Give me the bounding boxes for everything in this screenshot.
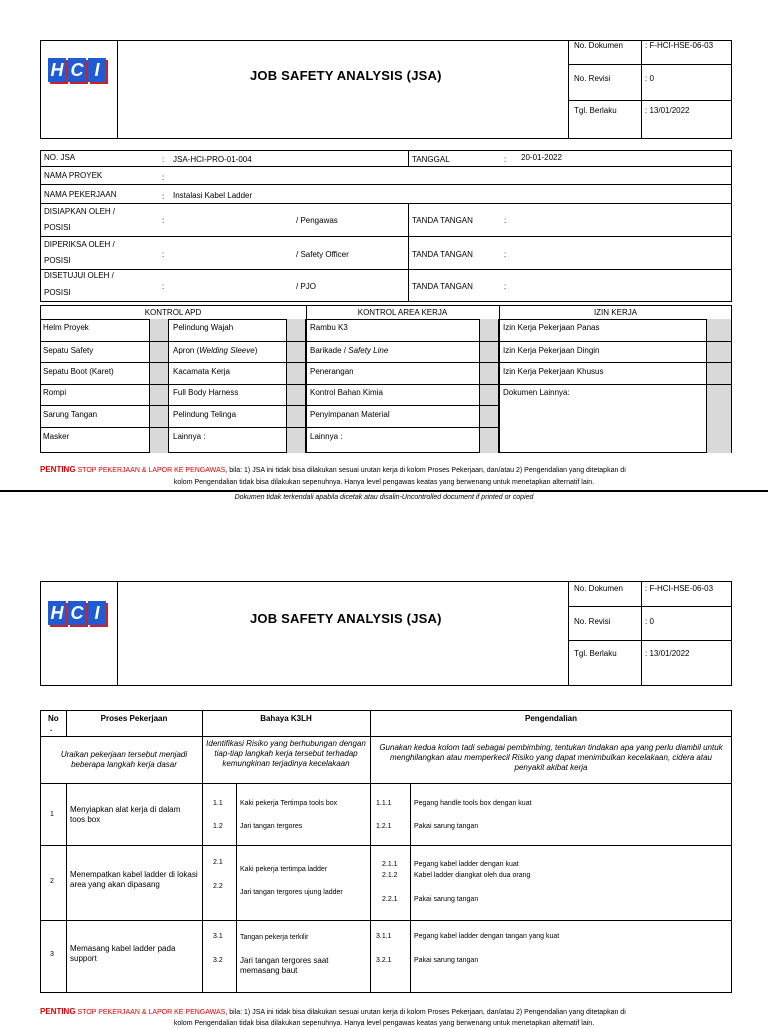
apd-item: Helm Proyek (43, 323, 89, 332)
apd-header: KONTROL APD (144, 308, 202, 317)
control-code: 3.2.1 (376, 957, 392, 964)
page-title: JOB SAFETY ANALYSIS (JSA) (250, 611, 442, 626)
ttd-label: TANDA TANGAN (412, 250, 473, 259)
hazard-code: 2.1 (213, 859, 223, 866)
diperiksa-role: / Safety Officer (296, 250, 349, 259)
control-code: 2.1.2 (382, 872, 398, 879)
date-label: Tgl. Berlaku (574, 106, 617, 115)
rev-label: No. Revisi (574, 74, 611, 83)
colon: : (162, 250, 165, 259)
izin-item: Izin Kerja Pekerjaan Khusus (503, 367, 604, 376)
area-item: Penyimpanan Material (310, 410, 390, 419)
diperiksa-label-2: POSISI (44, 256, 71, 265)
date-value: : 13/01/2022 (645, 649, 690, 658)
no-jsa-label: NO. JSA (44, 153, 76, 162)
hazard-code: 3.1 (213, 933, 223, 940)
control-code: 2.1.1 (382, 861, 398, 868)
doc-value: : F-HCI-HSE-06-03 (645, 584, 714, 593)
area-item: Kontrol Bahan Kimia (310, 388, 383, 397)
disiapkan-label-2: POSISI (44, 223, 71, 232)
col-no-header-dot: . (50, 724, 53, 733)
important-note-line2: kolom Pengendalian tidak bisa dilakukan sepenuhnya. Hanya level pengawas keatas yang berwenang untuk menetapkan alternatif lain. (173, 1020, 595, 1027)
control-text: Kabel ladder diangkat oleh dua orang (414, 872, 531, 879)
control-text: Pakai sarung tangan (414, 957, 479, 964)
apd-item: Sepatu Boot (Karet) (43, 367, 114, 376)
doc-label: No. Dokumen (574, 41, 623, 50)
izin-item: Dokumen Lainnya: (503, 388, 570, 397)
row-proses: Memasang kabel ladder pada support (70, 944, 176, 963)
apd-item: Rompi (43, 388, 67, 397)
doc-value: : F-HCI-HSE-06-03 (645, 41, 714, 50)
control-text: Pakai sarung tangan (414, 823, 479, 830)
date-value: : 13/01/2022 (645, 106, 690, 115)
hazard-code: 3.2 (213, 957, 223, 964)
tanggal-label: TANGGAL (412, 155, 450, 164)
colon: : (162, 192, 165, 201)
apd-item: Kacamata Kerja (173, 367, 230, 376)
apd-item: Masker (43, 432, 70, 441)
row-proses: Menempatkan kabel ladder di lokasi area yang akan dipasang (70, 870, 198, 889)
date-label: Tgl. Berlaku (574, 649, 617, 658)
apd-item: Pelindung Wajah (173, 323, 234, 332)
apd-item: Apron (Welding Sleeve) (173, 346, 258, 355)
disetujui-role: / PJO (296, 282, 317, 291)
izin-header: IZIN KERJA (593, 308, 638, 317)
hazard-code: 2.2 (213, 883, 223, 890)
control-text: Pegang kabel ladder dengan tangan yang kuat (414, 933, 560, 940)
hazard-text: Tangan pekerja terkilir (240, 934, 309, 941)
colon: : (162, 282, 165, 291)
col-no-header: No (48, 714, 59, 723)
area-header: KONTROL AREA KERJA (357, 308, 448, 317)
control-text: Pakai sarung tangan (414, 896, 479, 903)
control-code: 1.1.1 (376, 800, 392, 807)
checkbox-column (286, 319, 306, 453)
hazard-code: 1.1 (213, 800, 223, 807)
disetujui-label-2: POSISI (44, 288, 71, 297)
hazard-text: Jari tangan tergores (240, 823, 303, 830)
pekerjaan-label: NAMA PEKERJAAN (44, 190, 117, 199)
pekerjaan-value: Instalasi Kabel Ladder (173, 191, 253, 200)
apd-item: Pelindung Telinga (173, 410, 237, 419)
rev-value: : 0 (645, 74, 654, 83)
tanggal-value: 20-01-2022 (521, 153, 562, 162)
colon: : (504, 216, 507, 225)
area-item: Barikade / Safety Line (310, 346, 389, 355)
important-note-line2: kolom Pengendalian tidak bisa dilakukan sepenuhnya. Hanya level pengawas keatas yang berwenang untuk menetapkan alternatif lain. (173, 479, 595, 486)
checkbox-column (149, 319, 169, 453)
disclaimer: Dokumen tidak terkendali apabila dicetak atau disalin-Uncontrolled document if printed or copied (234, 494, 534, 501)
col-proses-header: Proses Pekerjaan (100, 714, 168, 723)
izin-item: Izin Kerja Pekerjaan Panas (503, 323, 600, 332)
col-bahaya-header: Bahaya K3LH (260, 714, 312, 723)
row-proses: Menyiapkan alat kerja di dalam toos box (70, 805, 181, 824)
no-jsa-value: JSA-HCI-PRO-01-004 (173, 155, 252, 164)
control-code: 1.2.1 (376, 823, 392, 830)
hazard-text: Kaki pekerja Tertimpa tools box (240, 800, 338, 807)
control-code: 2.2.1 (382, 896, 398, 903)
apd-item: Full Body Harness (173, 388, 239, 397)
diperiksa-label: DIPERIKSA OLEH / (44, 240, 115, 249)
checkbox-column (479, 319, 499, 453)
row-no: 1 (50, 811, 54, 818)
area-item: Lainnya : (310, 432, 343, 441)
page-title: JOB SAFETY ANALYSIS (JSA) (250, 68, 442, 83)
hazard-code: 1.2 (213, 823, 223, 830)
izin-item: Izin Kerja Pekerjaan Dingin (503, 346, 600, 355)
disiapkan-label: DISIAPKAN OLEH / (44, 207, 116, 216)
disetujui-label: DISETUJUI OLEH / (44, 271, 114, 280)
hazard-text: Jari tangan tergores ujung ladder (240, 889, 343, 896)
row-no: 2 (50, 878, 54, 885)
checkbox-column (706, 319, 732, 453)
hci-logo: H C I (48, 601, 106, 625)
important-note: PENTING STOP PEKERJAAN & LAPOR KE PENGAWAS, bila: 1) JSA ini tidak bisa dilakukan sesuai urutan kerja di kolom Proses Pekerjaan, dan/atau 2) Pengendalian yang ditetapkan di (40, 465, 626, 474)
hazard-text: Kaki pekerja tertimpa ladder (240, 866, 328, 873)
control-code: 3.1.1 (376, 933, 392, 940)
important-note: PENTING STOP PEKERJAAN & LAPOR KE PENGAWAS, bila: 1) JSA ini tidak bisa dilakukan sesuai urutan kerja di kolom Proses Pekerjaan, dan/atau 2) Pengendalian yang ditetapkan di (40, 1007, 626, 1016)
rev-value: : 0 (645, 617, 654, 626)
desc-proses: Uraikan pekerjaan tersebut menjadi beberapa langkah kerja dasar (60, 750, 188, 769)
ttd-label: TANDA TANGAN (412, 216, 473, 225)
apd-item: Sarung Tangan (43, 410, 98, 419)
colon: : (162, 216, 165, 225)
area-item: Rambu K3 (310, 323, 348, 332)
rev-label: No. Revisi (574, 617, 611, 626)
colon: : (162, 155, 165, 164)
colon: : (504, 250, 507, 259)
row-no: 3 (50, 951, 54, 958)
colon: : (504, 155, 507, 164)
colon: : (504, 282, 507, 291)
control-text: Pegang kabel ladder dengan kuat (414, 861, 519, 868)
proyek-label: NAMA PROYEK (44, 171, 103, 180)
ttd-label: TANDA TANGAN (412, 282, 473, 291)
disiapkan-role: / Pengawas (296, 216, 338, 225)
doc-label: No. Dokumen (574, 584, 623, 593)
apd-item: Lainnya : (173, 432, 206, 441)
control-text: Pegang handle tools box dengan kuat (414, 800, 532, 807)
desc-bahaya: Identifikasi Risiko yang berhubungan dengan tiap-tiap langkah kerja tersebut terhadap kemungkinan terjadinya kecelakaan (206, 739, 366, 768)
colon: : (162, 173, 165, 182)
col-pengendalian-header: Pengendalian (524, 714, 577, 723)
area-item: Penerangan (310, 367, 354, 376)
apd-item: Sepatu Safety (43, 346, 94, 355)
desc-pengendalian: Gunakan kedua kolom tadi sebagai pembimbing, tentukan tindakan apa yang perlu diambil untuk menghilangkan atau memperkecil Risiko yang dapat menimbulkan kecelakaan, cidera atau penyakit akibat kerja (379, 743, 723, 772)
hci-logo: H C I (48, 58, 106, 82)
hazard-text: Jari tangan tergores saat memasang baut (240, 956, 329, 975)
